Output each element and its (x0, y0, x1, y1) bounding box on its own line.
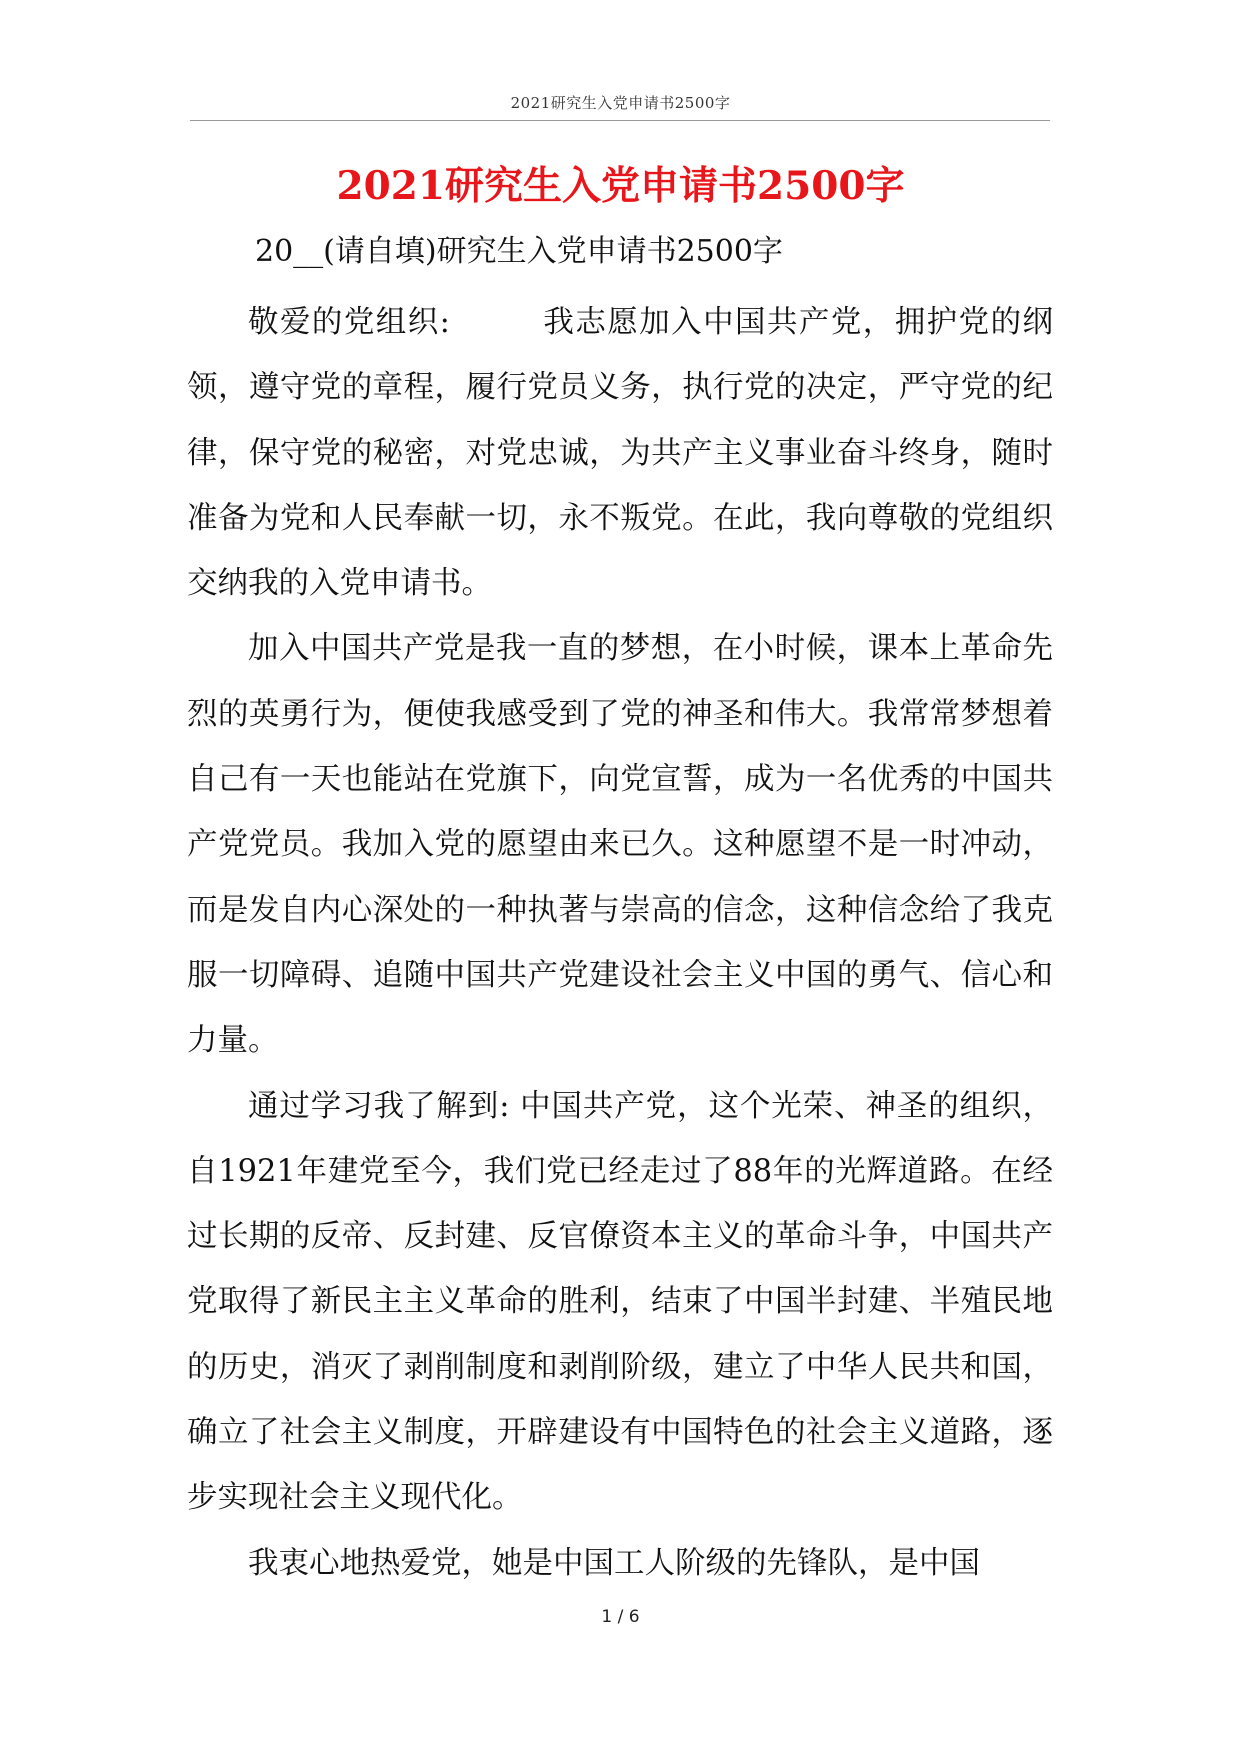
paragraph-2: 加入中国共产党是我一直的梦想，在小时候，课本上革命先烈的英勇行为，便使我感受到了党的神圣和伟大。我常常梦想着自己有一天也能站在党旗下，向党宣誓，成为一名优秀的中国共产党党员。我加入党的愿望由来已久。这种愿望不是一时冲动，而是发自内心深处的一种执著与崇高的信念，这种信念给了我克服一切障碍、追随中国共产党建设社会主义中国的勇气、信心和力量。 (187, 631, 1053, 1059)
document-title: 2021研究生入党申请书2500字 (336, 163, 905, 209)
paragraph-1-text: 我志愿加入中国共产党，拥护党的纲领，遵守党的章程，履行党员义务，执行党的决定，严守党的纪律，保守党的秘密，对党忠诚，为共产主义事业奋斗终身，随时准备为党和人民奉献一切，永不叛党。在此，我向尊敬的党组织交纳我的入党申请书。 (187, 305, 1054, 602)
page-number: 1 / 6 (601, 1607, 640, 1627)
header-divider (190, 120, 1050, 121)
document-subtitle: 20__(请自填)研究生入党申请书2500字 (255, 234, 783, 269)
salutation: 敬爱的党组织: (248, 305, 450, 340)
paragraph-3: 通过学习我了解到: 中国共产党，这个光荣、神圣的组织，自1921年建党至今，我们党已经走过了88年的光辉道路。在经过长期的反帝、反封建、反官僚资本主义的革命斗争，中国共产党取得了新民主主义革命的胜利，结束了中国半封建、半殖民地的历史，消灭了剥削制度和剥削阶级，建立了中华人民共和国，确立了社会主义制度，开辟建设有中国特色的社会主义道路，逐步实现社会主义现代化。 (187, 1088, 1053, 1516)
paragraph-salutation (187, 290, 1053, 616)
paragraph-4: 我衷心地热爱党，她是中国工人阶级的先锋队，是中国 (248, 1545, 980, 1581)
running-header: 2021研究生入党申请书2500字 (510, 94, 731, 112)
document-body (187, 290, 1053, 1596)
